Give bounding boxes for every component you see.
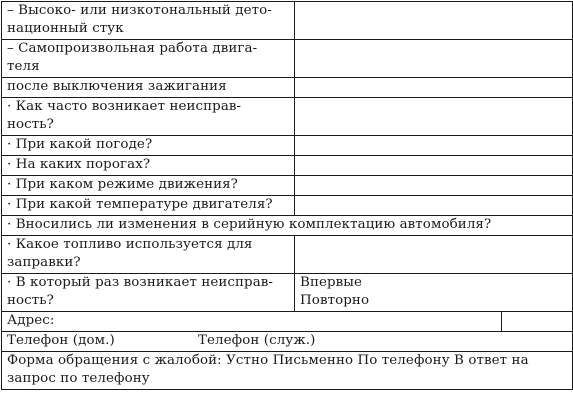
question-line: · При каком режиме движения? [7,177,238,192]
address-extra-cell[interactable] [502,312,573,332]
question-cell [2,196,295,216]
question-line: – Самопроизвольная работа двига- [7,41,258,56]
table-row [2,78,573,98]
question-line: · Как часто возникает неисправ- [7,99,242,114]
question-cell [2,176,295,196]
question-cell [2,236,295,274]
table-row [2,136,573,156]
table-row [2,216,573,236]
complaint-line: Форма обращения с жалобой: Устно Письменно По телефону В ответ на [7,353,529,368]
question-cell [2,2,295,40]
question-line: · На каких порогах? [7,157,151,172]
diagnostic-questionnaire-table [1,1,573,390]
address-cell[interactable] [2,312,502,332]
question-line: теля [7,58,40,74]
answer-cell[interactable] [295,236,573,274]
question-line: заправки? [7,254,81,270]
question-line: ность? [7,116,54,132]
question-cell [2,98,295,136]
question-line: – Высоко- или низкотональный дето- [7,3,272,18]
answer-cell[interactable] [295,40,573,78]
table-row [2,176,573,196]
question-cell [2,274,295,312]
question-cell-wide [2,216,573,236]
answer-cell[interactable] [295,2,573,40]
answer-cell[interactable] [295,98,573,136]
question-line: · В который раз возникает неисправ- [7,275,274,290]
complaint-form-cell[interactable] [2,352,573,390]
answer-cell[interactable] [295,176,573,196]
phone-home-label: Телефон (дом.) [7,333,115,348]
question-line: национный стук [7,20,124,36]
question-cell [2,40,295,78]
address-label: Адрес: [7,313,55,328]
option-first-time[interactable]: Впервые [300,275,363,290]
phone-work-label: Телефон (служ.) [198,333,316,348]
table-row [2,196,573,216]
answer-cell[interactable] [295,196,573,216]
question-line: · При какой погоде? [7,137,153,152]
table-row [2,312,573,332]
complaint-line: запрос по телефону [7,370,150,386]
phone-fields [7,332,569,350]
phone-cell[interactable] [2,332,573,352]
answer-cell[interactable] [295,156,573,176]
table-row [2,2,573,40]
table-row [2,352,573,390]
table-row [2,236,573,274]
question-cell [2,78,295,98]
question-cell [2,136,295,156]
question-line: · При какой температуре двигателя? [7,197,273,212]
table-row [2,40,573,78]
question-line: · Вносились ли изменения в серийную комплектацию автомобиля? [7,217,492,232]
question-line: ность? [7,292,54,308]
answer-cell[interactable] [295,136,573,156]
table-row [2,332,573,352]
question-line: · Какое топливо используется для [7,237,253,252]
option-repeated[interactable]: Повторно [300,292,370,308]
table-row [2,98,573,136]
occurrence-options-cell[interactable] [295,274,573,312]
question-cell [2,156,295,176]
question-line: после выключения зажигания [7,79,227,94]
table-row [2,274,573,312]
answer-cell[interactable] [295,78,573,98]
table-row [2,156,573,176]
